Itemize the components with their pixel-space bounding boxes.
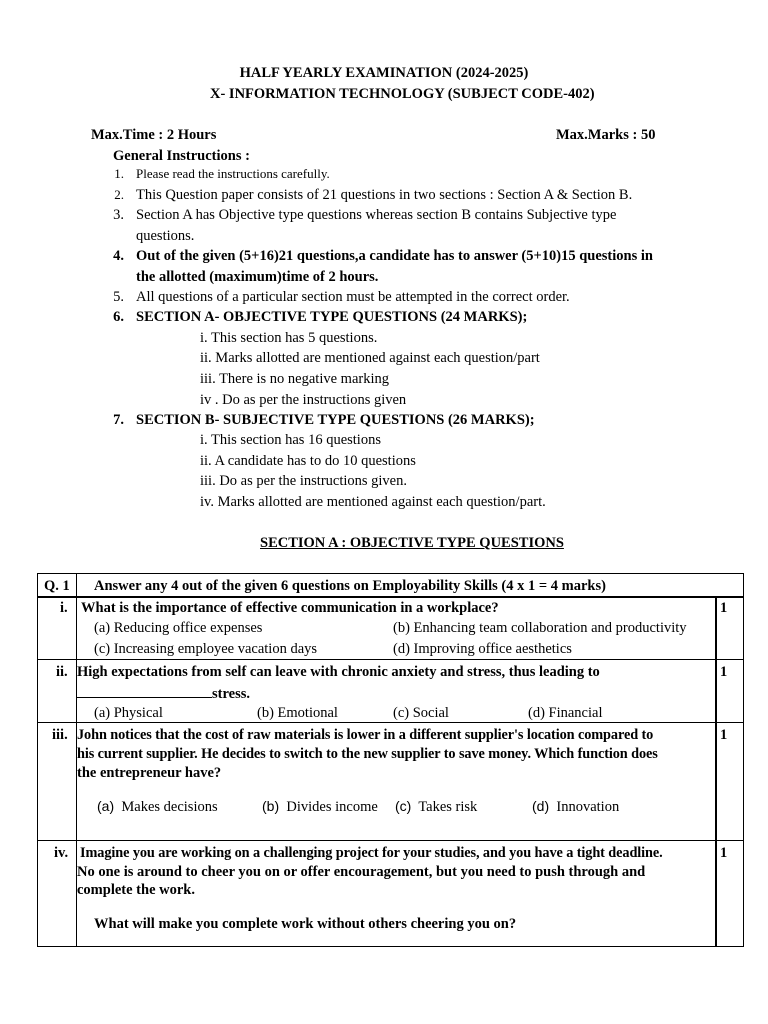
option: [395, 798, 477, 816]
table-rule: [37, 840, 744, 841]
instruction-number: 2.: [114, 187, 124, 202]
question-text: Imagine you are working on a challenging project for your studies, and you have a tight deadline.: [80, 845, 663, 861]
option-letter: (a): [97, 798, 115, 814]
option-letter: (c): [395, 798, 412, 814]
question-marks: 1: [720, 727, 728, 743]
question-label: Q. 1: [44, 578, 70, 594]
instruction-text: All questions of a particular section must be attempted in the correct order.: [136, 289, 570, 305]
section-b-instruction: SECTION B- SUBJECTIVE TYPE QUESTIONS (26 MARKS);: [136, 412, 535, 428]
instruction-text: Please read the instructions carefully.: [136, 166, 330, 181]
exam-title: HALF YEARLY EXAMINATION (2024-2025): [239, 65, 529, 81]
option: [97, 798, 218, 816]
table-rule: [37, 722, 744, 723]
instruction-number: 5.: [113, 289, 124, 305]
option: [532, 798, 619, 816]
question-marks: 1: [720, 600, 728, 616]
instruction-number: 7.: [113, 412, 124, 428]
blank-suffix: stress.: [212, 686, 250, 702]
option: (d) Improving office aesthetics: [393, 641, 572, 657]
option-text: Makes decisions: [121, 799, 218, 815]
sub-instruction: i. This section has 5 questions.: [200, 330, 378, 346]
question-text: John notices that the cost of raw materials is lower in a different supplier's location compared to: [77, 727, 654, 743]
instruction-text: This Question paper consists of 21 questions in two sections : Section A & Section B.: [136, 187, 633, 203]
max-marks: Max.Marks : 50: [556, 127, 656, 143]
option-text: Innovation: [556, 799, 620, 815]
question-marks: 1: [720, 845, 728, 861]
question-header: Answer any 4 out of the given 6 questions on Employability Skills (4 x 1 = 4 marks): [94, 578, 606, 594]
sub-instruction: iv . Do as per the instructions given: [200, 392, 407, 408]
exam-subtitle: X- INFORMATION TECHNOLOGY (SUBJECT CODE-402): [210, 86, 595, 102]
option: (b) Emotional: [257, 705, 338, 721]
instruction-number: 3.: [113, 207, 124, 223]
option: (d) Financial: [528, 705, 603, 721]
instruction-number: 1.: [114, 166, 124, 181]
question-text: High expectations from self can leave with chronic anxiety and stress, thus leading to: [77, 664, 600, 680]
sub-instruction: i. This section has 16 questions: [200, 432, 381, 448]
table-rule: [37, 596, 744, 598]
question-text-cont: complete the work.: [77, 882, 195, 898]
sub-instruction: iii. There is no negative marking: [200, 371, 389, 387]
option-letter: (d): [532, 798, 550, 814]
question-text-cont: No one is around to cheer you on or offer encouragement, but you need to push through and: [77, 864, 646, 880]
sub-instruction: iii. Do as per the instructions given.: [200, 473, 407, 489]
sub-instruction: ii. Marks allotted are mentioned against each question/part: [200, 350, 540, 366]
question-number: i.: [60, 600, 68, 616]
instruction-text-cont: questions.: [136, 228, 195, 244]
question-text-cont: the entrepreneur have?: [77, 765, 222, 781]
section-a-instruction: SECTION A- OBJECTIVE TYPE QUESTIONS (24 MARKS);: [136, 309, 528, 325]
instructions-heading: General Instructions :: [113, 148, 250, 164]
option: (b) Enhancing team collaboration and productivity: [393, 620, 687, 636]
question-text: What is the importance of effective communication in a workplace?: [81, 600, 499, 616]
sub-instruction: iv. Marks allotted are mentioned against each question/part.: [200, 494, 546, 510]
section-a-heading: SECTION A : OBJECTIVE TYPE QUESTIONS: [260, 535, 564, 551]
option-text: Takes risk: [418, 799, 478, 815]
sub-instruction: ii. A candidate has to do 10 questions: [200, 453, 416, 469]
question-number: ii.: [56, 664, 68, 680]
option: (a) Reducing office expenses: [94, 620, 263, 636]
option: [262, 798, 378, 816]
instruction-text-cont: the allotted (maximum)time of 2 hours.: [136, 269, 379, 285]
answer-blank: [77, 685, 212, 698]
instruction-number: 4.: [113, 248, 124, 264]
option: (a) Physical: [94, 705, 163, 721]
option-letter: (b): [262, 798, 280, 814]
option: (c) Increasing employee vacation days: [94, 641, 318, 657]
question-number: iv.: [54, 845, 69, 861]
max-time: Max.Time : 2 Hours: [91, 127, 217, 143]
question-text-cont: his current supplier. He decides to switch to the new supplier to save money. Which function does: [77, 746, 658, 762]
question-prompt: What will make you complete work without others cheering you on?: [94, 916, 517, 932]
question-number: iii.: [52, 727, 68, 743]
instruction-text: Out of the given (5+16)21 questions,a candidate has to answer (5+10)15 questions in: [136, 248, 653, 264]
option-text: Divides income: [286, 799, 378, 815]
instruction-text: Section A has Objective type questions whereas section B contains Subjective type: [136, 207, 617, 223]
question-marks: 1: [720, 664, 728, 680]
option: (c) Social: [393, 705, 449, 721]
table-rule: [37, 659, 744, 660]
table-rule: [715, 597, 717, 947]
question-text-cont: [77, 685, 250, 703]
instruction-number: 6.: [113, 309, 124, 325]
